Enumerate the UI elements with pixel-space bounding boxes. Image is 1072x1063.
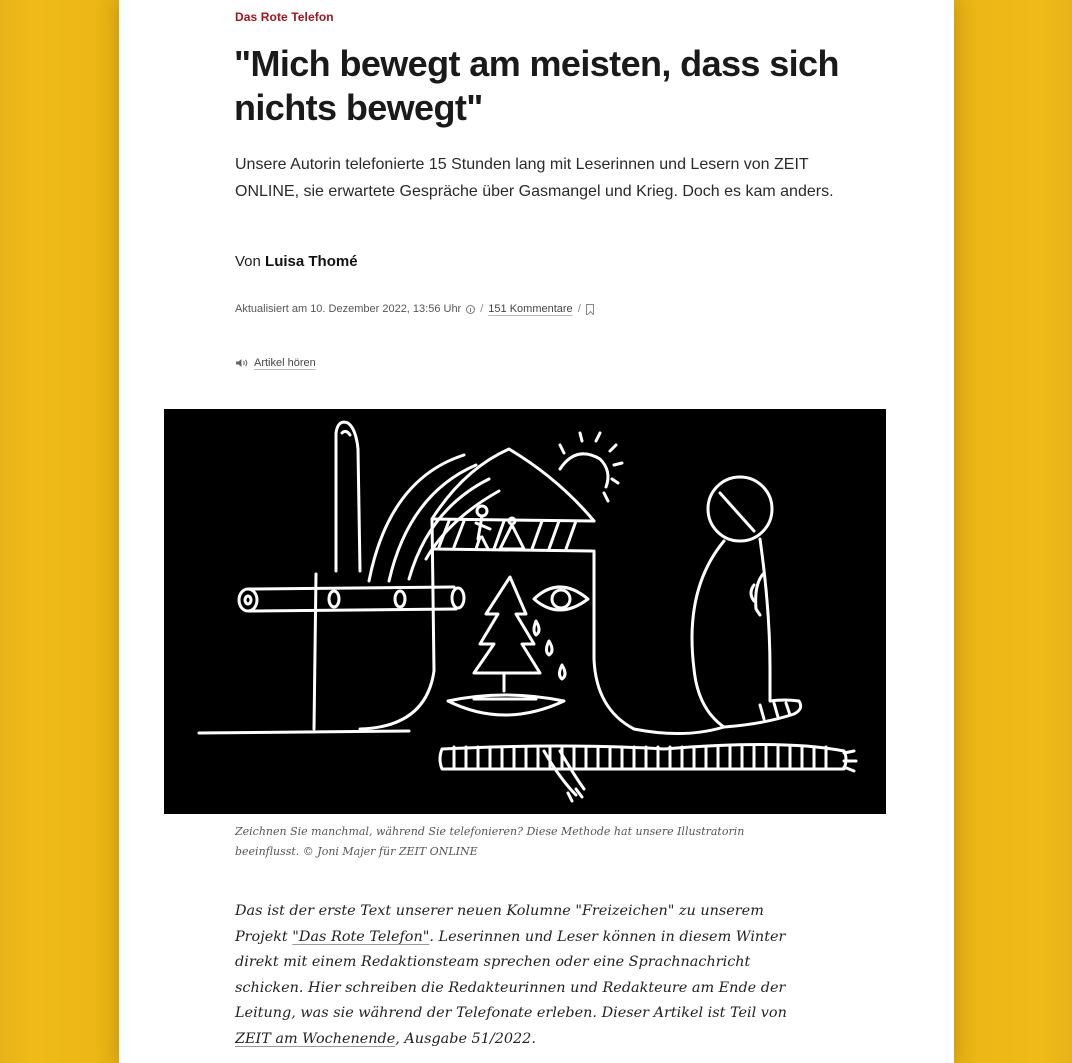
article-summary: Unsere Autorin telefonierte 15 Stunden lang mit Leserinnen und Lesern von ZEIT ONLINE, sie erwartete Gespräche über Gasmangel und Krieg. Doch es kam anders. xyxy=(235,156,834,200)
byline xyxy=(235,253,358,270)
speaker-icon xyxy=(235,358,249,368)
bookmark-icon[interactable] xyxy=(586,304,594,315)
comments-link[interactable]: 151 Kommentare xyxy=(488,303,573,315)
body-text-part1: Das ist der erste Text unserer neuen Kolumne "Freizeichen" zu unserem Projekt xyxy=(235,903,764,945)
article-kicker[interactable]: Das Rote Telefon xyxy=(235,10,334,24)
listen-label: Artikel hören xyxy=(254,357,316,369)
image-caption: Zeichnen Sie manchmal, während Sie telefonieren? Diese Methode hat unsere Illustratorin beeinflusst. © Joni Majer für ZEIT ONLINE xyxy=(235,825,745,858)
article-headline: "Mich bewegt am meisten, dass sich nichts bewegt" xyxy=(234,43,839,128)
das-rote-telefon-link[interactable]: "Das Rote Telefon" xyxy=(292,928,430,945)
article-page xyxy=(119,0,954,1063)
byline-prefix: Von xyxy=(235,253,261,270)
meta-separator: / xyxy=(480,303,484,315)
author-name[interactable]: Luisa Thomé xyxy=(265,253,358,270)
body-text-part2: . Leserinnen und Leser können in diesem Winter direkt mit einem Redaktionsteam sprechen oder eine Sprachnachricht schicken. Hier schreiben die Redakteurinnen und Redakteure am Ende der Leitung, was sie während der Telefonate erleben. Dieser Artikel ist Teil von xyxy=(235,928,787,1021)
article-illustration xyxy=(164,409,886,814)
listen-article-button[interactable] xyxy=(235,357,316,369)
zeit-am-wochenende-link[interactable]: ZEIT am Wochenende xyxy=(235,1030,396,1047)
body-text-part3: , Ausgabe 51/2022. xyxy=(395,1030,536,1047)
info-icon[interactable] xyxy=(466,305,475,314)
updated-date: Aktualisiert am 10. Dezember 2022, 13:56 Uhr xyxy=(235,303,462,315)
article-body xyxy=(235,899,815,1052)
meta-separator: / xyxy=(577,303,581,315)
article-meta xyxy=(235,303,594,315)
